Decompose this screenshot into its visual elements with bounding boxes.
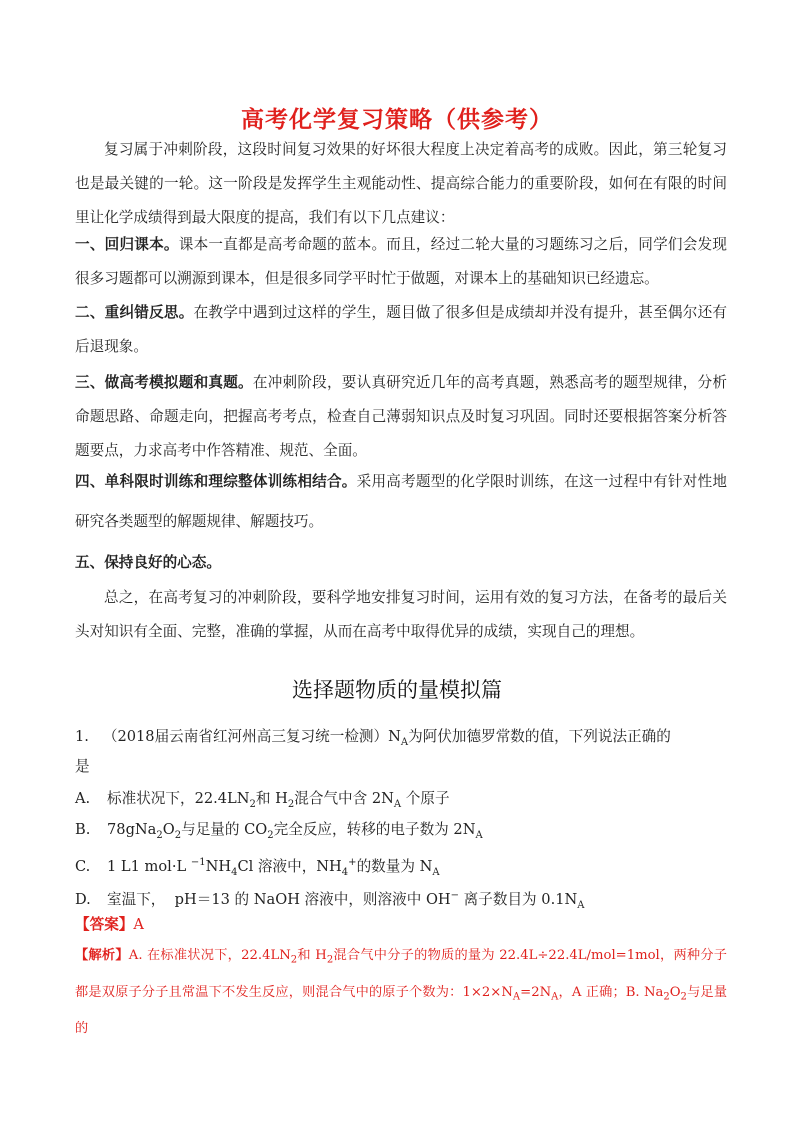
point-4-body: 采用高考题型的化学限时训练，在这一过程中有针对性地研究各类题型的解题规律、解题技巧。 [75,473,727,530]
point-3-body: 在冲刺阶段，要认真研究近几年的高考真题，熟悉高考的题型规律，分析命题思路、命题走向，把握高考考点，检查自己薄弱知识点及时复习巩固。同时还要根据答案分析答题要点，力求高考中作答精准、规范、全面。 [75,374,727,459]
point-3-heading: 三、做高考模拟题和真题。 [75,374,253,391]
analysis-tag: 【解析】 [75,948,129,963]
point-2 [75,296,727,364]
analysis-paragraph: 【解析】A. 在标准状况下，$22.4LN_2$和 $H_2$混合气中分子的物质的量为 22.4L÷22.4L/mol=1mol，两种分子都是双原子分子且常温下不发生反应，则混合气中的原子个数为：$1\times 2\times N_A=2N_A$，A 正确；B. $Na_2O_2$与足量的 [75,948,728,1037]
point-5-heading: 五、保持良好的心态。 [75,554,221,571]
option-b-label: B. [75,821,91,838]
question-stem-line2: 是 [75,758,90,775]
answer-value: A [133,916,144,933]
point-1-body: 课本一直都是高考命题的蓝本。而且，经过二轮大量的习题练习之后，同学们会发现很多习题都可以溯源到课本，但是很多同学平时忙于做题，对课本上的基础知识已经遗忘。 [75,236,727,287]
option-c-label: C. [75,857,91,875]
option-a-label: A. [75,790,91,807]
question-source: （2018届云南省红河州高三复习统一检测） [102,728,389,745]
point-4 [75,462,727,542]
question-number: 1. [75,728,89,745]
point-2-body: 在教学中遇到过这样的学生，题目做了很多但是成绩却并没有提升，甚至偶尔还有后退现象。 [75,304,727,355]
point-3 [75,366,727,468]
option-c: C. 1 L1 mol·L $^{-1}NH_4Cl$ 溶液中，$NH_4^+$的数量为 $N_A$ [75,848,735,888]
option-a: A. 标准状况下，$22.4LN_2$和 $H_2$混合气中含 $2N_A$ 个原子 [75,784,735,820]
option-d: D. 室温下， pH＝13 的 NaOH 溶液中，则溶液中 OH− 离子数目为 $0.1N_A$ [75,881,735,921]
section-title: 选择题物质的量模拟篇 [292,678,502,702]
conclusion-paragraph: 总之，在高考复习的冲刺阶段，要科学地安排复习时间，运用有效的复习方法，在备考的最后关头对知识有全面、完整，准确的掌握，从而在高考中取得优异的成绩，实现自己的理想。 [75,589,727,640]
answer-tag: 【答案】 [75,916,134,933]
page-title: 高考化学复习策略（供参考） [241,107,553,133]
intro-paragraph: 复习属于冲刺阶段，这段时间复习效果的好坏很大程度上决定着高考的成败。因此，第三轮复习也是最关键的一轮。这一阶段是发挥学生主观能动性、提高综合能力的重要阶段，如何在有限的时间里让化学成绩得到最大限度的提高，我们有以下几点建议： [75,141,727,226]
point-2-heading: 二、重纠错反思。 [75,304,194,321]
option-d-label: D. [75,890,91,908]
question-stem-text: 为阿伏加德罗常数的值，下列说法正确的 [408,728,671,745]
answer-line [75,910,735,940]
point-5 [75,546,727,580]
question-stem: 1. （2018届云南省红河州高三复习统一检测）$N_A$为阿伏加德罗常数的值，下列说法正确的 [75,728,671,748]
point-4-heading: 四、单科限时训练和理综整体训练相结合。 [75,473,357,490]
option-b: B. $78gNa_2O_2$与足量的 $CO_2$完全反应，转移的电子数为 $2N_A$ [75,815,735,851]
point-1-heading: 一、回归课本。 [75,236,179,253]
point-1 [75,228,727,296]
